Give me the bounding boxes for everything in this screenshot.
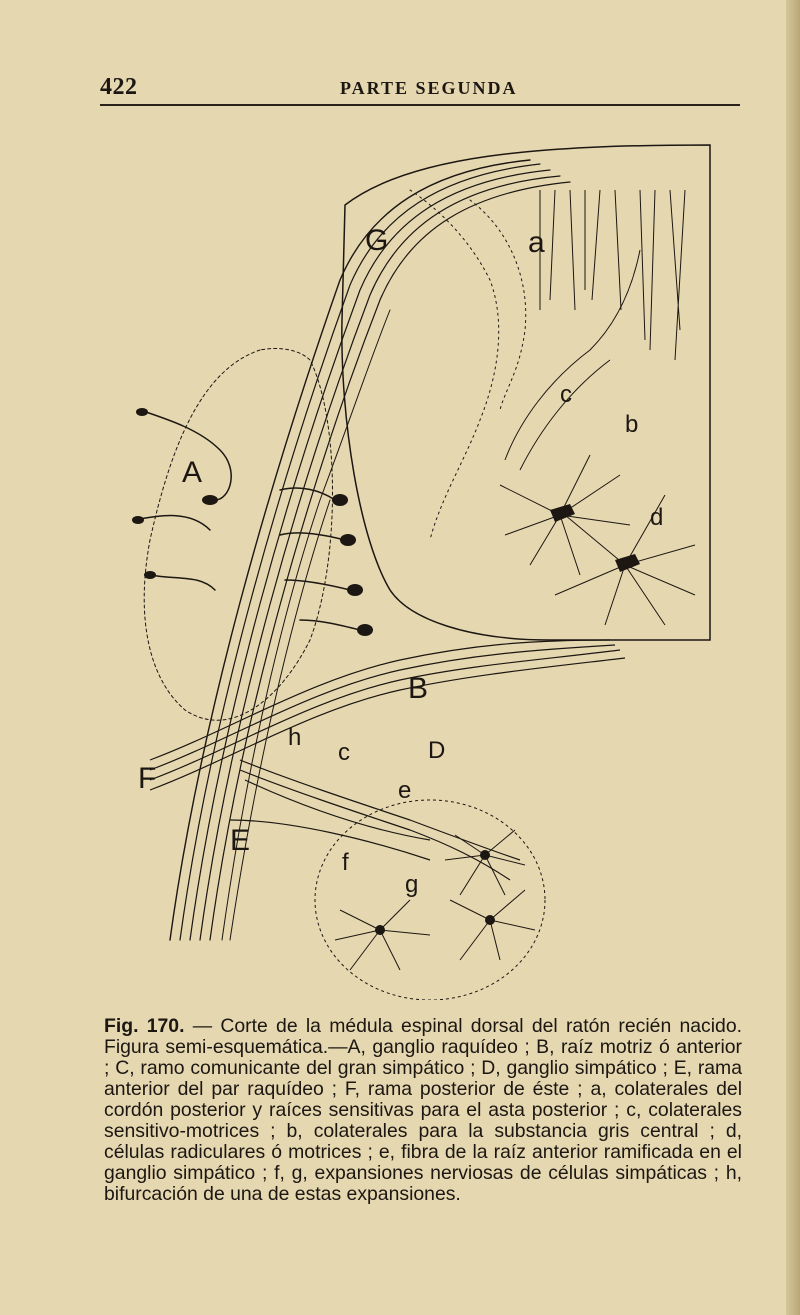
ganglion-a-outline — [144, 348, 332, 720]
label-f: f — [342, 849, 349, 876]
label-F: F — [138, 762, 157, 795]
label-d: d — [650, 504, 664, 531]
grey-matter-outline-2 — [470, 200, 526, 410]
label-g: g — [405, 871, 419, 898]
caption-text: — Corte de la médula espinal dorsal del ratón recién nacido. Figura semi-esquemática.—A, ganglio raquídeo ; B, raíz motriz ó anterior ; C, ramo comunicante del gran simpático ; D, ganglio simpático ; E, rama anterior del par raquídeo ; F, rama posterior de éste ; a, colaterales del cordón posterior y raíces sensitivas para el asta posterior ; c, colaterales sensitivo-motrices ; b, colaterales para la substancia gris central ; d, células radiculares ó motrices ; e, fibra de la raíz anterior ramificada en el ganglio simpático ; f, g, expansiones nerviosas de células simpáticas ; h, bifurcación de una de estas expansiones. — [104, 1015, 743, 1205]
figure-illustration — [110, 120, 730, 1000]
label-c-lower: c — [338, 739, 350, 766]
label-A: A — [182, 456, 203, 489]
label-G: G — [365, 224, 389, 257]
page-edge — [786, 0, 800, 1315]
figure-number: Fig. 170. — [104, 1015, 185, 1037]
label-E: E — [230, 824, 251, 857]
header-rule — [100, 104, 740, 106]
grey-matter-outline — [410, 190, 499, 540]
label-b: b — [625, 411, 639, 438]
label-D: D — [428, 737, 446, 764]
running-head: PARTE SEGUNDA — [340, 78, 518, 98]
label-e: e — [398, 777, 412, 804]
spinal-cord-drawing — [110, 120, 730, 1000]
page-number: 422 — [100, 74, 138, 100]
label-h: h — [288, 724, 302, 751]
label-a: a — [528, 226, 545, 259]
page-header — [100, 74, 740, 104]
sympathetic-ganglion-outline — [315, 800, 545, 1000]
figure-caption — [104, 1016, 742, 1205]
label-B: B — [408, 672, 429, 705]
label-c-upper: c — [560, 381, 572, 408]
